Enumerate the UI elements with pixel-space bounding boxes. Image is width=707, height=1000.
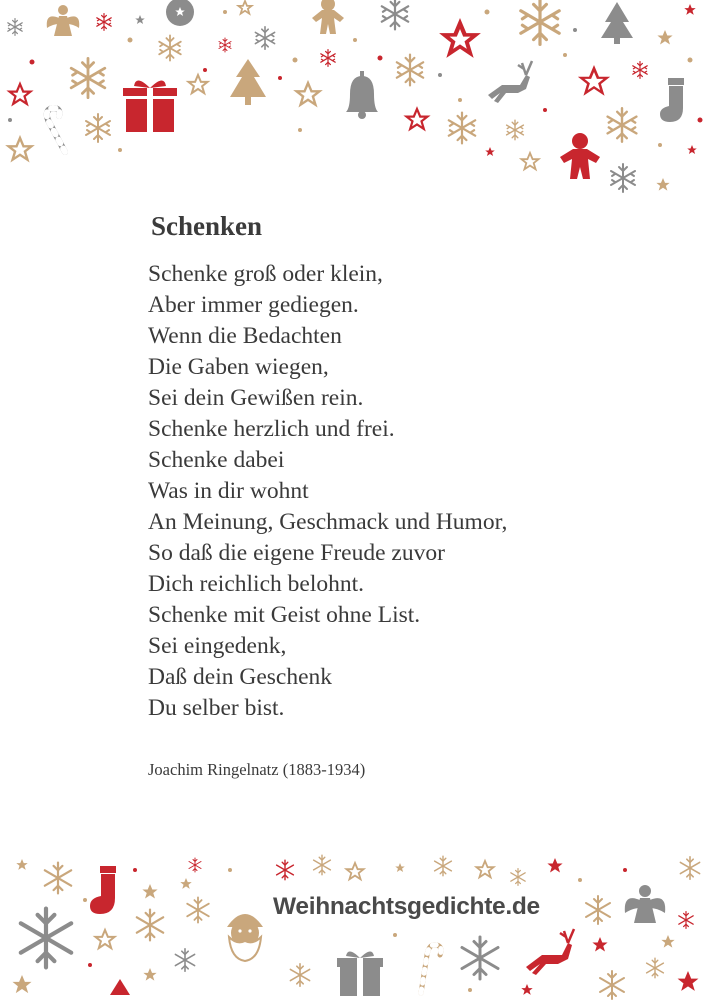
snowflake-icon [600,971,624,999]
star-icon [10,84,31,104]
star-icon [656,178,669,191]
gingerbread-man-icon [560,133,600,179]
star-icon [684,4,695,15]
snowflake-icon [679,912,693,929]
star-icon [521,153,538,169]
snowflake-icon [8,19,22,36]
star-icon [592,937,607,951]
poem-line: Schenke herzlich und frei. [148,416,395,442]
star-icon [661,935,674,948]
angel-icon [47,5,80,36]
santa-icon [227,914,263,961]
gift-icon [337,951,383,996]
snowflake-icon [290,964,309,986]
top-christmas-decoration [0,0,707,200]
stocking-icon [90,866,116,914]
star-icon [13,975,32,993]
snowflake-icon [647,958,664,978]
christmas-tree-icon [230,59,266,105]
stocking-icon [660,78,684,122]
candy-cane-icon [47,108,65,152]
poem-line: Was in dir wohnt [148,478,309,504]
poem-line: Schenke groß oder klein, [148,261,383,287]
star-icon [678,971,699,991]
poem-title: Schenken [151,211,263,241]
snowflake-icon [321,50,335,67]
snowflake-icon [397,55,423,86]
snowflake-icon [21,909,71,968]
christmas-tree-icon [110,979,130,995]
snowflake-icon [187,897,209,922]
star-icon [687,145,697,154]
star-icon [547,858,562,872]
star-icon [96,930,115,948]
snowflake-icon [255,27,274,49]
snowflake-icon [277,860,294,880]
snowflake-icon [382,0,408,29]
poem-line: Schenke dabei [148,447,285,473]
star-icon [189,75,208,93]
snowflake-icon [608,108,637,142]
poem-line: Aber immer gediegen. [148,292,359,318]
snowflake-icon [507,120,524,140]
reindeer-icon [526,929,574,975]
snowflake-icon [97,14,111,31]
star-icon [657,30,672,44]
snowflake-icon [159,35,181,60]
star-icon [9,138,32,160]
snowflake-icon [219,38,231,52]
angel-icon [625,885,665,923]
snowflake-icon [71,58,105,97]
ornament-icon [166,0,194,26]
star-icon [143,968,156,981]
star-icon [16,859,27,870]
gingerbread-man-icon [312,0,344,34]
snowflake-icon [633,62,647,79]
candy-cane-icon [421,945,441,993]
snowflake-icon [314,855,331,875]
star-icon [395,863,405,872]
snowflake-icon [175,949,194,971]
snowflake-icon [45,863,71,894]
poem-line: Wenn die Bedachten [148,323,342,349]
snowflake-icon [189,858,201,872]
poem-line: Die Gaben wiegen, [148,354,329,380]
snowflake-icon [86,114,110,142]
star-icon [476,861,493,877]
poem-line: Sei dein Gewißen rein. [148,385,364,411]
snowflake-icon [462,937,498,979]
star-icon [521,984,532,995]
poem-line: Du selber bist. [148,695,285,721]
snowflake-icon [586,896,610,924]
poem [148,205,628,724]
poem-line: Sei eingedenk, [148,633,287,659]
snowflake-icon [511,869,525,886]
star-icon [135,15,145,24]
reindeer-icon [488,61,532,103]
bell-icon [346,71,378,119]
poem-lines [148,259,628,724]
brand-logo: Weihnachtsgedichte.de [273,893,540,920]
gift-icon [123,80,177,132]
star-icon [142,884,157,898]
poem-line: Daß dein Geschenk [148,664,333,690]
snowflake-icon [521,0,559,44]
star-icon [485,147,495,156]
star-icon [238,1,251,14]
star-icon [297,83,320,105]
christmas-tree-icon [601,2,633,44]
snowflake-icon [435,856,452,876]
snowflake-icon [449,113,475,144]
snowflake-icon [611,164,635,192]
snowflake-icon [680,857,699,879]
poem-line: So daß die eigene Freude zuvor [148,540,445,566]
star-icon [180,878,191,889]
bottom-christmas-decoration [0,845,707,1000]
snowflake-icon [137,910,163,941]
poem-line: Schenke mit Geist ohne List. [148,602,421,628]
star-icon [346,863,363,879]
poem-line: Dich reichlich belohnt. [148,571,364,597]
poem-line: An Meinung, Geschmack und Humor, [148,509,508,535]
poem-author: Joachim Ringelnatz (1883-1934) [148,760,366,779]
star-icon [407,109,428,129]
